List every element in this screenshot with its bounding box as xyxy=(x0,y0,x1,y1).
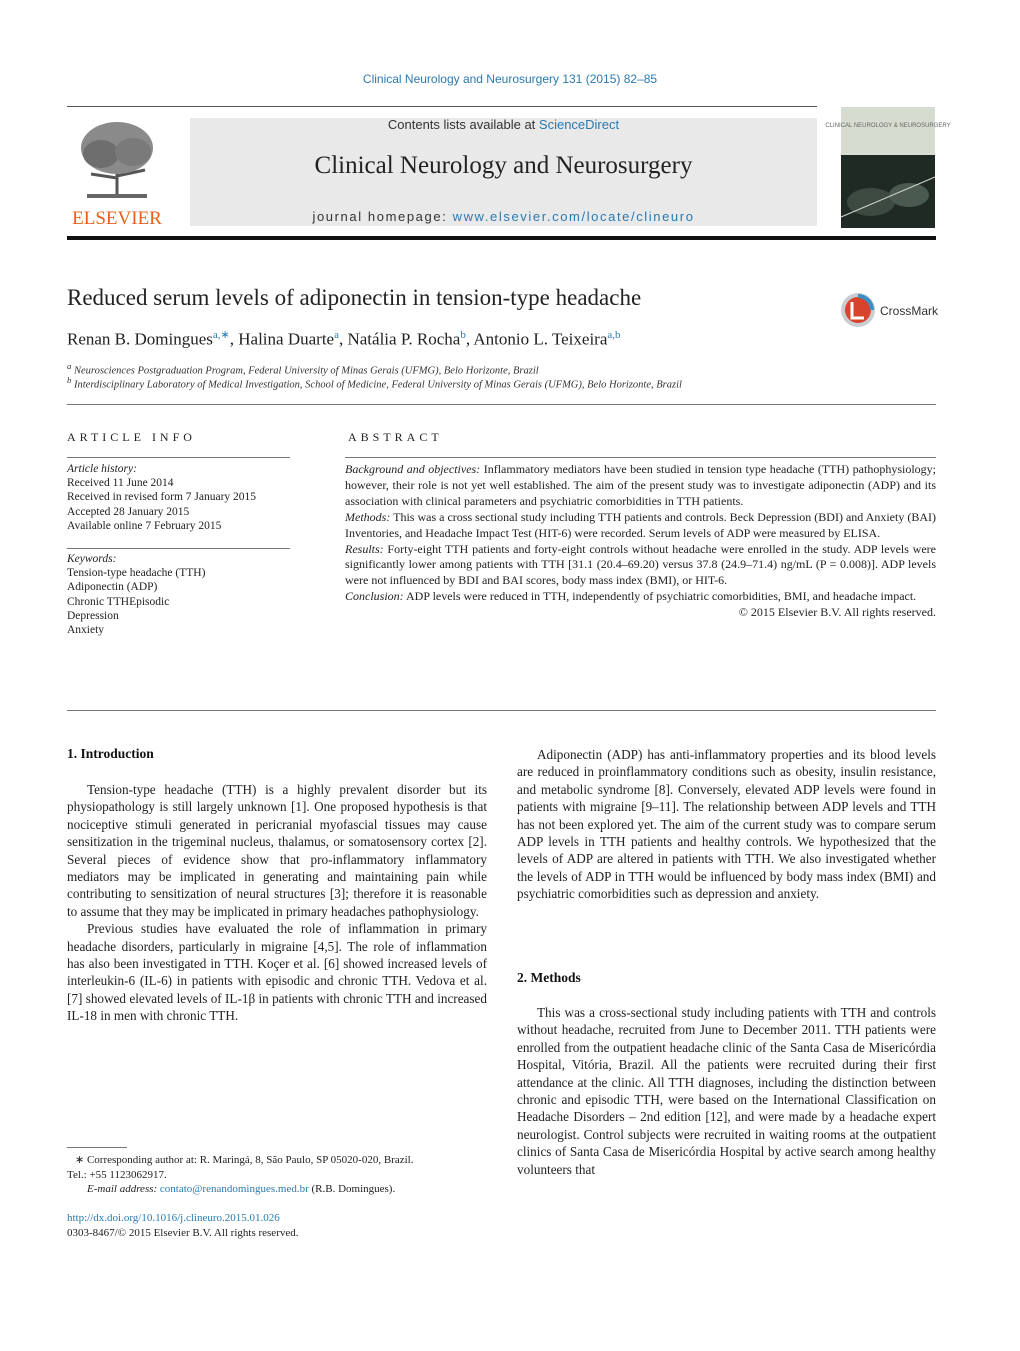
methods-paragraph-1: This was a cross-sectional study including patients with TTH and controls without headache, recruited from June to December 2011. TTH patients were enrolled from the outpatient headache clinic of the Santa Casa de Misericórdia Hospital, Vitória, Brazil. All the patients were recruited during their first attendance at the clinic. All TTH diagnoses, including the distinction between chronic and episodic TTH, were based on the International Classification on Headache Disorders – 2nd edition [12], and were made by a headache expert neurologist. Control subjects were recruited in waiting rooms at the outpatient clinics of Santa Casa de Misericórdia Hospital by active search among healthy volunteers that xyxy=(517,1005,936,1177)
history-label: Article history: xyxy=(67,463,137,475)
keyword: Anxiety xyxy=(67,624,105,637)
homepage-prefix: journal homepage: xyxy=(312,209,453,224)
intro-right-column xyxy=(517,746,936,903)
author-name[interactable]: Antonio L. Teixeira xyxy=(473,329,608,349)
history-item: Available online 7 February 2015 xyxy=(67,519,222,532)
methods-column xyxy=(517,1004,936,1178)
history-item: Received 11 June 2014 xyxy=(67,477,174,490)
crossmark-label: CrossMark xyxy=(880,304,939,318)
abstract-background xyxy=(345,462,936,510)
email-suffix: (R.B. Domingues). xyxy=(308,1183,396,1195)
abstract-heading: ABSTRACT xyxy=(348,430,443,444)
article-title: Reduced serum levels of adiponectin in tension-type headache xyxy=(67,285,642,310)
footnote-rule xyxy=(67,1147,127,1148)
author-affil-mark[interactable]: a,∗ xyxy=(212,329,230,341)
elsevier-wordmark: ELSEVIER xyxy=(72,208,162,229)
header-thick-rule xyxy=(67,236,936,240)
elsevier-logo xyxy=(67,116,167,228)
contents-prefix: Contents lists available at xyxy=(387,117,539,132)
keyword: Adiponectin (ADP) xyxy=(67,581,158,594)
journal-title: Clinical Neurology and Neurosurgery xyxy=(314,152,693,179)
intro-paragraph-3: Adiponectin (ADP) has anti-inflammatory properties and its blood levels are reduced in proinflammatory conditions such as obesity, insulin resistance, and metabolic syndrome [8]. Conversely, elevated ADP levels were found in patients with migraine [9–11]. The relationship between ADP levels and TTH has not been explored yet. The aim of the current study was to compare serum ADP levels in TTH patients and healthy controls. We hypothesized that the levels of ADP are altered in patients with TTH. We also investigated whether the levels of ADP in TTH would be influenced by body mass index (BMI) and psychiatric comorbidities such as depression and anxiety. xyxy=(517,747,936,902)
sciencedirect-link[interactable]: ScienceDirect xyxy=(538,117,620,132)
journal-cover-image xyxy=(825,107,951,228)
abstract-text: This was a cross sectional study including TTH patients and controls. Beck Depression (BDI) and Anxiety (BAI) Inventories, and Headache Impact Test (HIT-6) were recorded. Serum levels of ADP were measured by ELISA. xyxy=(345,509,936,540)
title-divider xyxy=(67,404,936,405)
history-item: Accepted 28 January 2015 xyxy=(67,505,190,518)
email-label: E-mail address: xyxy=(87,1183,160,1195)
abstract-label: Conclusion: xyxy=(345,589,404,604)
author-affil-mark[interactable]: a,b xyxy=(607,329,621,341)
author-list: Renan B. Domingues$^{a,∗}$, Halina Duarte$^a$, Natália P. Rocha$^b$, Antonio L. Teixeira$^{a,b}$ xyxy=(67,329,621,349)
crossmark-badge[interactable] xyxy=(840,290,940,330)
methods-heading: 2. Methods xyxy=(517,970,581,985)
cover-title: CLINICAL NEUROLOGY & NEUROSURGERY xyxy=(825,123,951,129)
article-info-heading: ARTICLE INFO xyxy=(67,430,196,444)
author-name[interactable]: Renan B. Domingues xyxy=(67,329,213,349)
abstract-copyright: © 2015 Elsevier B.V. All rights reserved. xyxy=(738,605,936,620)
abstract-body xyxy=(345,462,936,621)
abstract-methods xyxy=(345,510,936,542)
intro-paragraph-1: Tension-type headache (TTH) is a highly prevalent disorder but its physiopathology is still largely unknown [1]. One proposed hypothesis is that nociceptive stimuli generated in pericranial myofascial tissues may cause sensitization in the trigeminal nucleus, thalamus, or somatosensory cortex [2]. Several pieces of evidence show that pro-inflammatory inflammatory mediators may be implicated in generating and maintaining pain while contributing to sensitization of neural structures [3]; therefore it is reasonable to assume that they may be implicated in primary headaches pathophysiology. xyxy=(67,782,487,919)
issn-line: 0303-8467/© 2015 Elsevier B.V. All rights reserved. xyxy=(67,1226,299,1239)
author-affil-mark[interactable]: a xyxy=(334,329,339,341)
corresponding-author: ∗ Corresponding author at: R. Maringá, 8, São Paulo, SP 05020-020, Brazil. xyxy=(75,1154,414,1166)
abstract-text: ADP levels were reduced in TTH, independently of psychiatric comorbidities, BMI, and headache impact. xyxy=(403,589,917,604)
doi-block xyxy=(67,1211,299,1240)
journal-reference[interactable]: Clinical Neurology and Neurosurgery 131 (2015) 82–85 xyxy=(362,72,658,86)
author-affil-mark[interactable]: b xyxy=(460,329,466,341)
telephone: Tel.: +55 1123062917. xyxy=(67,1168,167,1181)
affiliation-text: Neurosciences Postgraduation Program, Federal University of Minas Gerais (UFMG), Belo Horizonte, Brazil xyxy=(74,365,539,377)
keyword: Chronic TTHEpisodic xyxy=(67,595,170,608)
article-info-rule xyxy=(67,457,290,458)
email-line xyxy=(67,1182,487,1197)
affiliation-b xyxy=(67,375,682,391)
author-name[interactable]: Halina Duarte xyxy=(238,329,335,349)
email-link[interactable]: contato@renandomingues.med.br xyxy=(159,1183,309,1195)
article-history xyxy=(67,462,256,533)
intro-heading: 1. Introduction xyxy=(67,746,154,761)
header-top-rule xyxy=(67,106,817,107)
abstract-label: Results: xyxy=(345,541,384,556)
abstract-label: Background and objectives: xyxy=(345,462,481,476)
affiliation-text: Interdisciplinary Laboratory of Medical Investigation, School of Medicine, Federal University of Minas Gerais (UFMG), Belo Horizonte, Brazil xyxy=(74,379,682,391)
intro-paragraph-2: Previous studies have evaluated the role of inflammation in primary headache disorders, particularly in migraine [4,5]. The role of inflammation has also been investigated in TTH. Koçer et al. [6] showed increased levels of interleukin-6 (IL-6) in patients with episodic and chronic TTH. Vedova et al. [7] showed elevated levels of IL-1β in patients with chronic TTH and increased IL-18 in men with chronic TTH. xyxy=(67,921,487,1024)
journal-homepage xyxy=(190,209,817,224)
history-item: Received in revised form 7 January 2015 xyxy=(67,491,257,504)
keyword: Tension-type headache (TTH) xyxy=(67,567,206,580)
keyword: Depression xyxy=(67,609,119,622)
contents-line xyxy=(190,117,817,132)
affiliation-mark: a xyxy=(67,361,72,371)
abstract-divider xyxy=(67,710,936,711)
keywords-rule xyxy=(67,548,290,549)
doi-link[interactable]: http://dx.doi.org/10.1016/j.clineuro.2015.01.026 xyxy=(67,1212,280,1224)
homepage-link[interactable]: www.elsevier.com/locate/clineuro xyxy=(452,209,695,224)
abstract-results xyxy=(345,542,936,590)
abstract-text: Forty-eight TTH patients and forty-eight controls without headache were enrolled in the study. ADP levels were significantly lower among patients with TTH [31.1 (20.4–69.20) versus 37.8 (24.9–71.4) ng/mL (P = 0.008)]. ADP levels were not influenced by BDI and BAI scores, body mass index (BMI), or HIT-6. xyxy=(345,541,936,588)
abstract-conclusion xyxy=(345,589,936,605)
abstract-rule xyxy=(345,457,936,458)
author-name[interactable]: Natália P. Rocha xyxy=(347,329,461,349)
abstract-label: Methods: xyxy=(345,509,391,524)
abstract-text: Inflammatory mediators have been studied in tension type headache (TTH) pathophysiology; however, their role is not yet well established. The aim of the present study was to investigate adiponectin (ADP) and its association with clinical parameters and psychiatric comorbidities in TTH patients. xyxy=(345,462,936,508)
footnote-block xyxy=(67,1153,487,1197)
keywords-block xyxy=(67,552,205,637)
intro-left-column xyxy=(67,781,487,1025)
keywords-label: Keywords: xyxy=(67,553,117,565)
affiliation-mark: b xyxy=(67,375,72,385)
